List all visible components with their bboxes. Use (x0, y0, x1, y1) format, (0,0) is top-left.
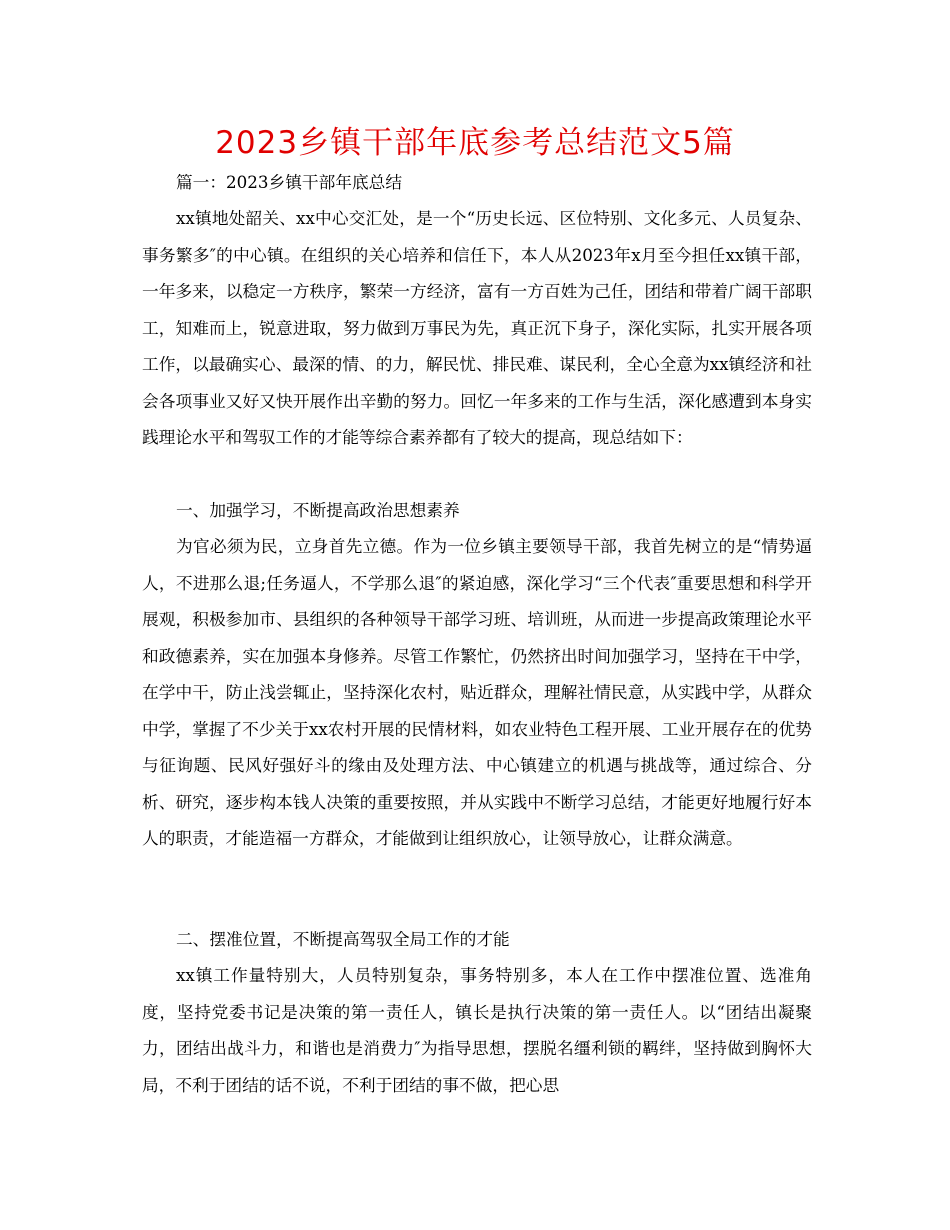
paragraph-intro: xx镇地处韶关、xx中心交汇处，是一个“历史长远、区位特别、文化多元、人员复杂、事务繁多″的中心镇。在组织的关心培养和信任下，本人从2023年x月至今担任xx镇干部，一年多来，以稳定一方秩序，繁荣一方经济，富有一方百姓为己任，团结和带着广阔干部职工，知难而上，锐意进取，努力做到万事民为先，真正沉下身子，深化实际，扎实开展各项工作，以最确实心、最深的情、的力，解民忧、排民难、谋民利，全心全意为xx镇经济和社会各项事业又好又快开展作出辛勤的努力。回忆一年多来的工作与生活，深化感遭到本身实践理论水平和驾驭工作的才能等综合素养都有了较大的提高，现总结如下： (142, 208, 812, 447)
subtitle: 篇一：2023乡镇干部年底总结 (176, 172, 403, 192)
section-heading-1: 一、加强学习，不断提高政治思想素养 (176, 500, 460, 520)
document-title: 2023乡镇干部年底参考总结范文5篇 (215, 125, 735, 161)
paragraph-section-1: 为官必须为民，立身首先立德。作为一位乡镇主要领导干部，我首先树立的是“情势逼人，不进那么退;任务逼人，不学那么退″的紧迫感，深化学习“三个代表″重要思想和科学开展观，积极参加市、县组织的各种领导干部学习班、培训班，从而进一步提高政策理论水平和政德素养，实在加强本身修养。尽管工作繁忙，仍然挤出时间加强学习，坚持在干中学，在学中干，防止浅尝辄止，坚持深化农村，贴近群众，理解社情民意，从实践中学，从群众中学，掌握了不少关于xx农村开展的民情材料，如农业特色工程开展、工业开展存在的优势与征询题、民风好强好斗的缘由及处理方法、中心镇建立的机遇与挑战等，通过综合、分析、研究，逐步构本钱人决策的重要按照，并从实践中不断学习总结，才能更好地履行好本人的职责，才能造福一方群众，才能做到让组织放心，让领导放心，让群众满意。 (142, 536, 812, 848)
section-heading-2: 二、摆准位置，不断提高驾驭全局工作的才能 (176, 929, 510, 949)
paragraph-section-2: xx镇工作量特别大，人员特别复杂，事务特别多，本人在工作中摆准位置、选准角度，坚持党委书记是决策的第一责任人，镇长是执行决策的第一责任人。以“团结出凝聚力，团结出战斗力，和谐也是消费力″为指导思想，摆脱名缰利锁的羁绊，坚持做到胸怀大局，不利于团结的话不说，不利于团结的事不做，把心思 (142, 965, 812, 1095)
